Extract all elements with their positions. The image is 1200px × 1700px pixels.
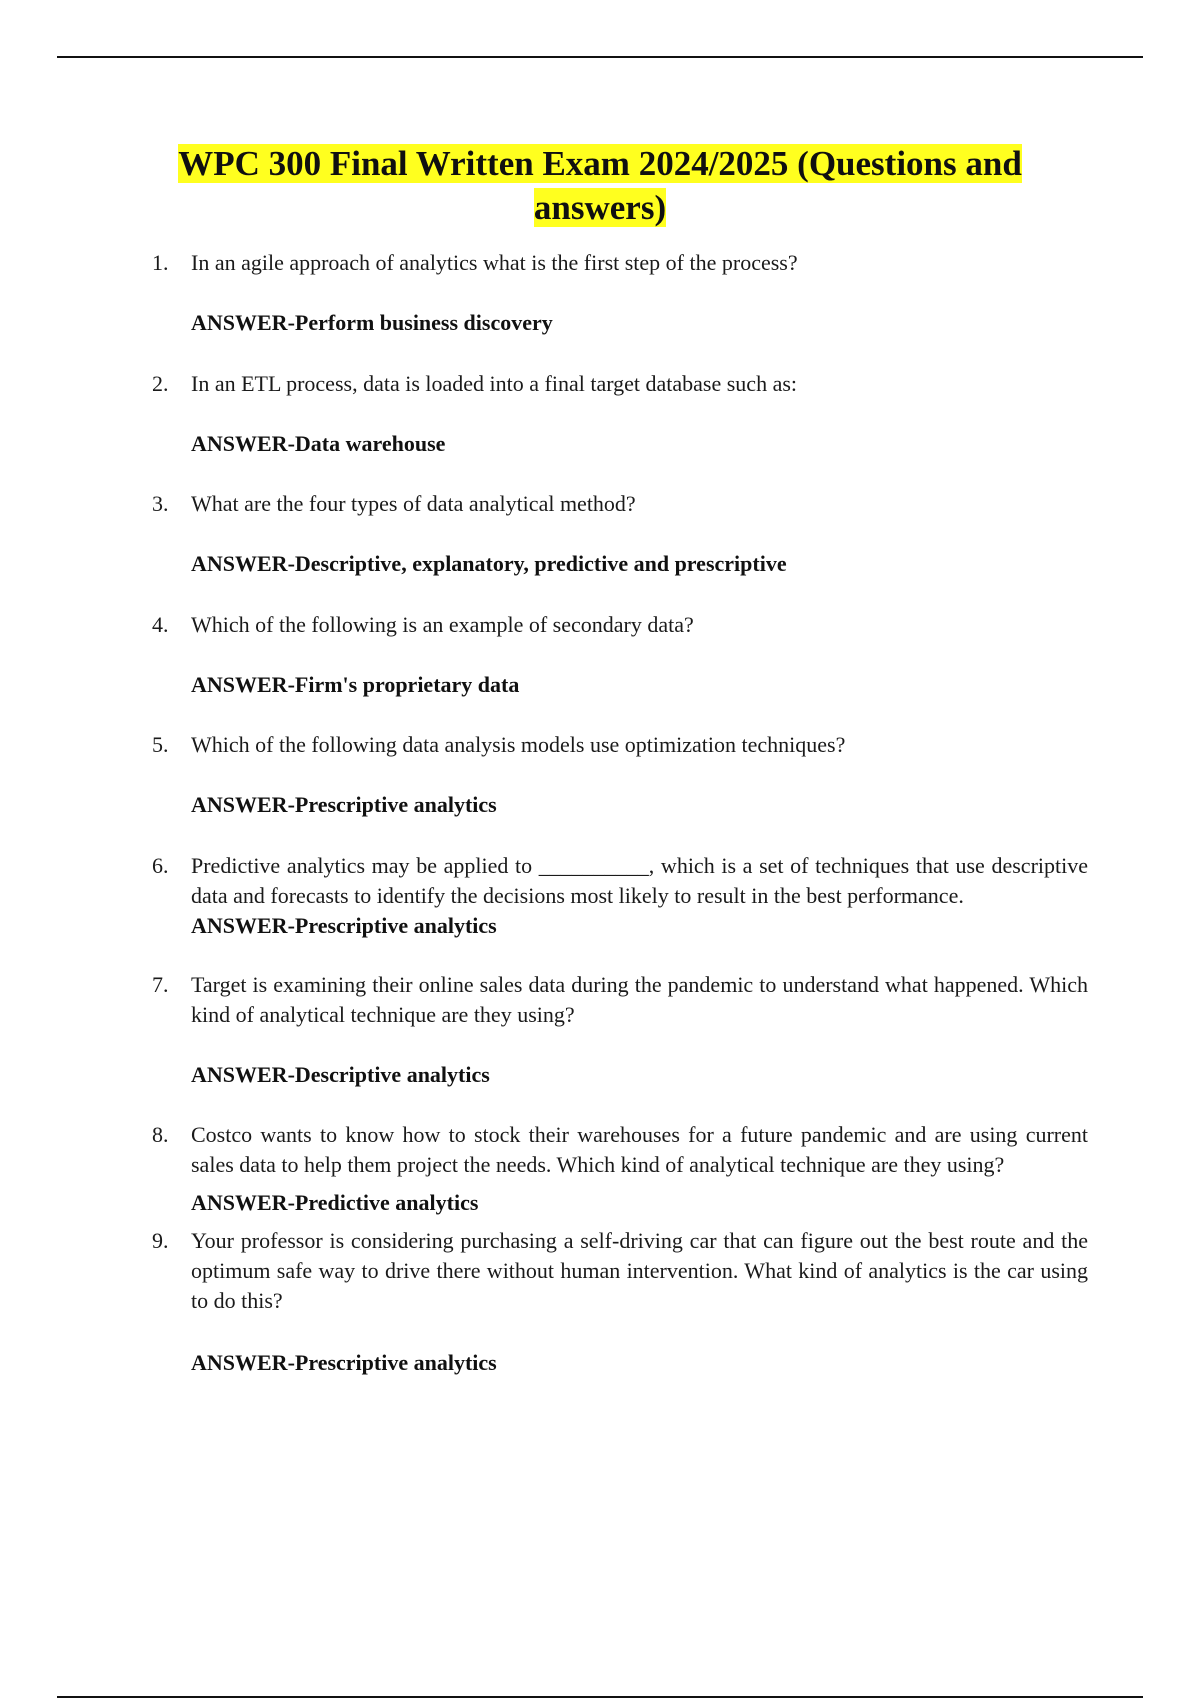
question-item-4 [150,610,1088,700]
question-text: Which of the following data analysis models use optimization techniques? [191,732,846,757]
answer-text: ANSWER-Perform business discovery [191,310,553,335]
question-number: 1. [152,250,169,275]
question-item-2 [150,369,1088,459]
answer-text: ANSWER-Predictive analytics [191,1190,479,1215]
question-number: 9. [152,1228,169,1253]
question-number: 7. [152,972,169,997]
top-rule [57,56,1143,58]
bottom-rule [57,1696,1143,1698]
question-number: 4. [152,612,169,637]
answer-text: ANSWER-Descriptive analytics [191,1062,490,1087]
question-number: 2. [152,371,169,396]
question-item-7 [150,970,1088,1090]
title-line-2: answers) [533,188,667,227]
question-list [150,248,1088,1378]
question-text: Your professor is considering purchasing a self-driving car that can figure out the best route and the optimum safe way to drive there without human intervention. What kind of analytics is the car using to do this? [191,1228,1088,1313]
question-number: 3. [152,491,169,516]
question-number: 8. [152,1122,169,1147]
answer-text: ANSWER-Prescriptive analytics [191,792,497,817]
question-text: Predictive analytics may be applied to __________, which is a set of techniques that use descriptive data and forecasts to identify the decisions most likely to result in the best performance. [191,853,1088,908]
answer-text: ANSWER-Prescriptive analytics [191,1350,497,1375]
answer-text: ANSWER-Descriptive, explanatory, predictive and prescriptive [191,551,787,576]
title-line-1: WPC 300 Final Written Exam 2024/2025 (Questions and [178,144,1022,183]
question-item-5 [150,730,1088,820]
document-title [110,142,1090,230]
question-item-8 [150,1120,1088,1218]
question-number: 6. [152,853,169,878]
answer-text: ANSWER-Prescriptive analytics [191,913,497,938]
question-item-9 [150,1226,1088,1378]
question-item-3 [150,489,1088,579]
question-text: In an ETL process, data is loaded into a final target database such as: [191,371,798,396]
question-item-6 [150,851,1088,941]
question-text: Which of the following is an example of secondary data? [191,612,694,637]
question-item-1 [150,248,1088,338]
question-text: In an agile approach of analytics what is the first step of the process? [191,250,798,275]
question-text: Target is examining their online sales data during the pandemic to understand what happened. Which kind of analytical technique are they using? [191,972,1088,1027]
answer-text: ANSWER-Firm's proprietary data [191,672,520,697]
answer-text: ANSWER-Data warehouse [191,431,446,456]
question-text: What are the four types of data analytical method? [191,491,636,516]
question-text: Costco wants to know how to stock their warehouses for a future pandemic and are using current sales data to help them project the needs. Which kind of analytical technique are they using? [191,1122,1088,1177]
question-number: 5. [152,732,169,757]
